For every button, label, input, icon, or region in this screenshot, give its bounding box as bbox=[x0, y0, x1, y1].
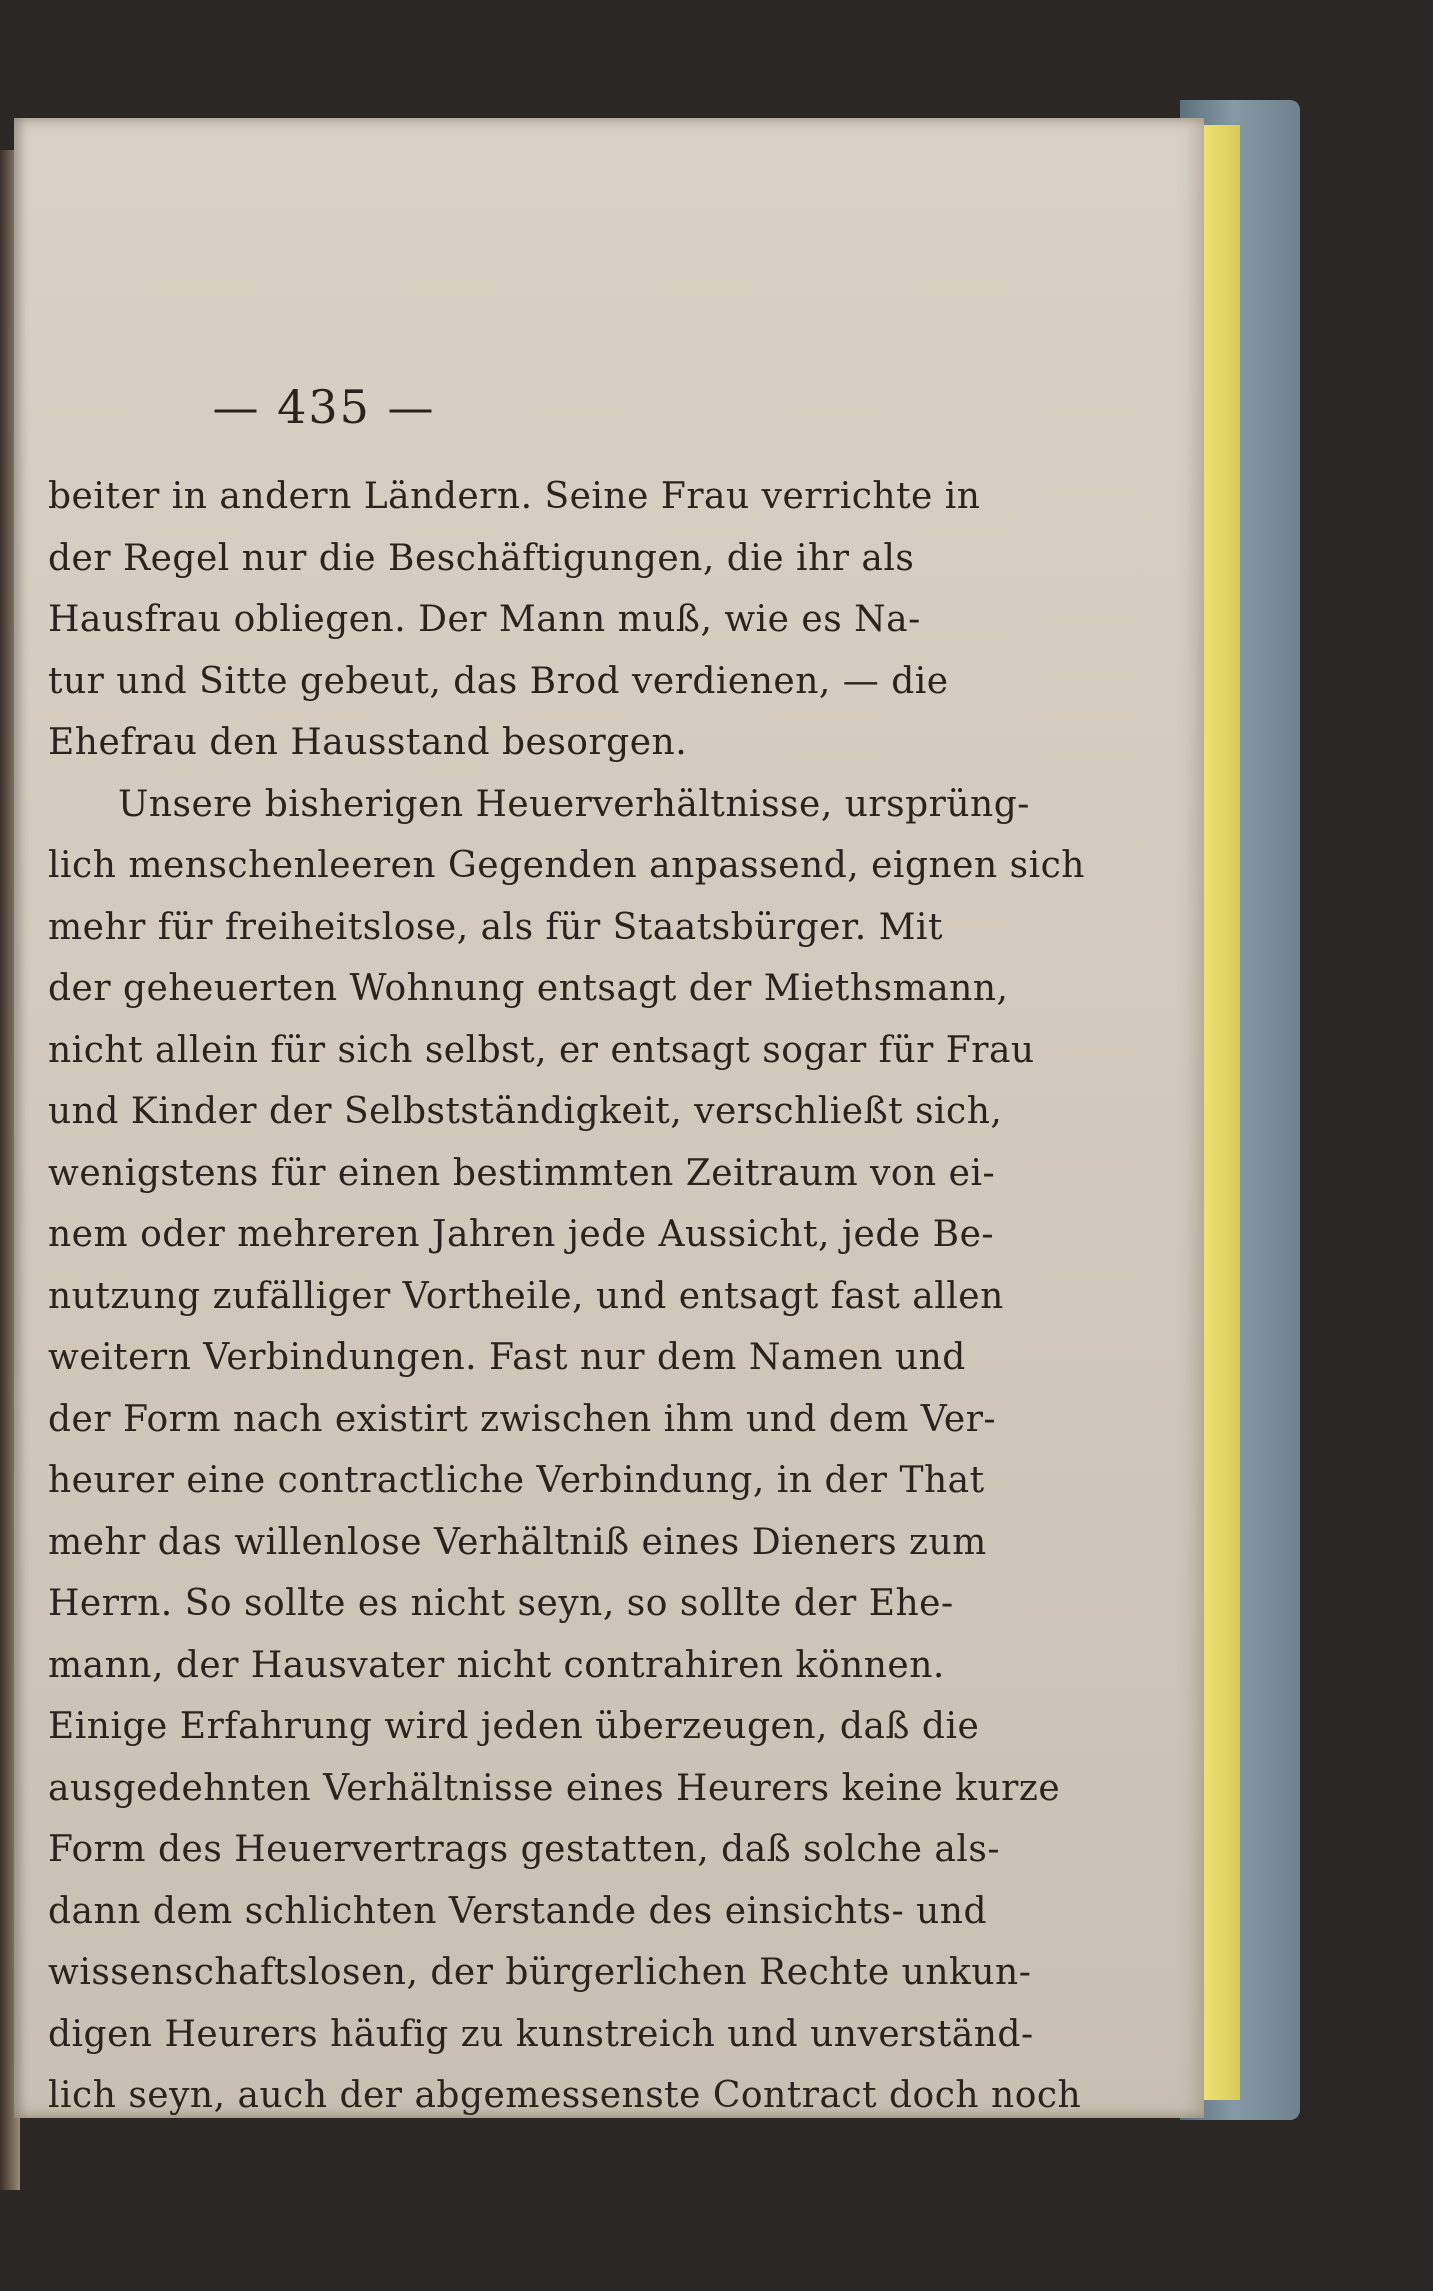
text-line: beiter in andern Ländern. Seine Frau verrichte in bbox=[48, 476, 981, 517]
text-line: mehr für freiheitslose, als für Staatsbürger. Mit bbox=[48, 906, 943, 948]
text-line: weitern Verbindungen. Fast nur dem Namen und bbox=[48, 1337, 966, 1378]
text-line: dann dem schlichten Verstande des einsichts- und bbox=[48, 1890, 988, 1932]
text-line: nem oder mehreren Jahren jede Aussicht, jede Be- bbox=[48, 1214, 995, 1255]
text-line: nicht allein für sich selbst, er entsagt sogar für Frau bbox=[48, 1029, 1035, 1071]
text-line: mehr das willenlose Verhältniß eines Dieners zum bbox=[48, 1521, 987, 1563]
page-number: — 435 — bbox=[212, 380, 436, 434]
text-line: Ehefrau den Hausstand besorgen. bbox=[48, 722, 688, 763]
text-line: der geheuerten Wohnung entsagt der Miethsmann, bbox=[48, 968, 1009, 1009]
book-page bbox=[14, 118, 1204, 2118]
text-line: wenigstens für einen bestimmten Zeitraum von ei- bbox=[48, 1152, 996, 1194]
text-line: digen Heurers häufig zu kunstreich und unverständ- bbox=[48, 2013, 1034, 2055]
text-line: Einige Erfahrung wird jeden überzeugen, daß die bbox=[48, 1706, 980, 1747]
text-line: ausgedehnten Verhältnisse eines Heurers keine kurze bbox=[48, 1767, 1061, 1809]
text-line: lich seyn, auch der abgemessenste Contract doch noch bbox=[48, 2075, 1082, 2116]
text-line: und Kinder der Selbstständigkeit, verschließt sich, bbox=[48, 1091, 1003, 1132]
text-line: der Regel nur die Beschäftigungen, die ihr als bbox=[48, 537, 915, 579]
text-line: tur und Sitte gebeut, das Brod verdienen, — die bbox=[48, 660, 949, 702]
text-line: Unsere bisherigen Heuerverhältnisse, ursprüng- bbox=[118, 783, 1030, 825]
body-text bbox=[48, 466, 1085, 2127]
text-line: lich menschenleeren Gegenden anpassend, eignen sich bbox=[48, 845, 1085, 886]
text-line: nutzung zufälliger Vortheile, und entsagt fast allen bbox=[48, 1275, 1004, 1317]
text-line: mann, der Hausvater nicht contrahiren können. bbox=[48, 1644, 945, 1686]
text-line: Herrn. So sollte es nicht seyn, so sollte der Ehe- bbox=[48, 1583, 954, 1624]
text-line: heurer eine contractliche Verbindung, in der That bbox=[48, 1460, 985, 1501]
text-line: Form des Heuervertrags gestatten, daß solche als- bbox=[48, 1829, 1001, 1870]
text-line: Hausfrau obliegen. Der Mann muß, wie es Na- bbox=[48, 599, 921, 640]
text-line: wissenschaftslosen, der bürgerlichen Rechte unkun- bbox=[48, 1952, 1032, 1993]
text-line: der Form nach existirt zwischen ihm und dem Ver- bbox=[48, 1398, 997, 1440]
